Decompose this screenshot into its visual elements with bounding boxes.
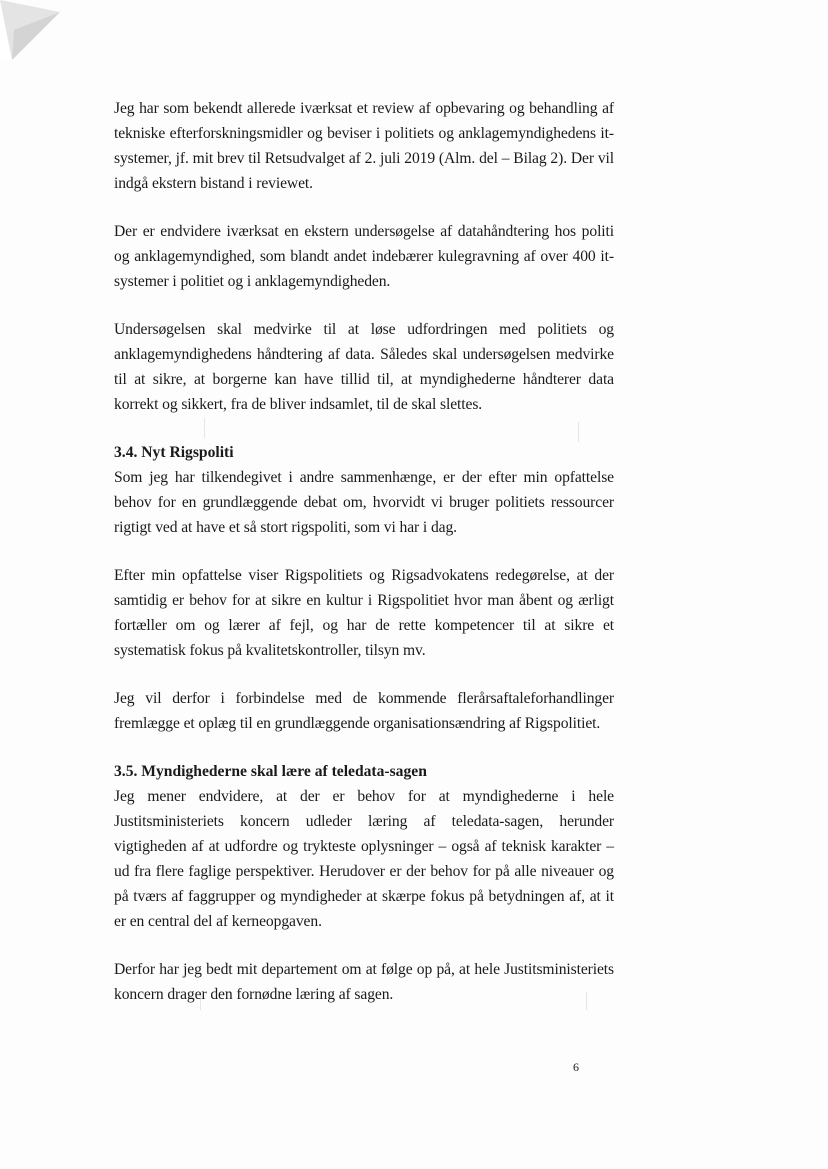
section-heading-3-5: 3.5. Myndighederne skal lære af teledata-sagen — [114, 763, 427, 780]
section-teledata-learning — [114, 759, 614, 1007]
paragraph-rigspoliti-reorganisation: Jeg vil derfor i forbindelse med de kommende flerårsaftaleforhandlinger fremlægge et oplæg til en grundlæggende organisationsændring af Rigspolitiet. — [114, 690, 614, 732]
document-body — [114, 96, 614, 1030]
paragraph-rigspoliti-culture: Efter min opfattelse viser Rigspolitiets og Rigsadvokatens redegørelse, at der samtidig er behov for at sikre en kultur i Rigspolitiet hvor man åbent og ærligt fortæller om og lærer af fejl, og har de rette kompetencer til at sikre et systematisk fokus på kvalitetskontroller, tilsyn mv. — [114, 567, 614, 659]
page-number: 6 — [573, 1060, 579, 1074]
paragraph-rigspoliti-debate: Som jeg har tilkendegivet i andre sammenhænge, er der efter min opfattelse behov for en grundlæggende debat om, hvorvidt vi bruger politiets ressourcer rigtigt ved at have et så stort rigspoliti, som vi har i dag. — [114, 469, 614, 536]
paragraph-review: Jeg har som bekendt allerede iværksat et review af opbevaring og behandling af tekniske efterforskningsmidler og beviser i politiets og anklagemyndighedens it-systemer, jf. mit brev til Retsudvalget af 2. juli 2019 (Alm. del – Bilag 2). Der vil indgå ekstern bistand i reviewet. — [114, 100, 614, 192]
paragraph-external-investigation: Der er endvidere iværksat en ekstern undersøgelse af datahåndtering hos politi og anklagemyndighed, som blandt andet indebærer kulegravning af over 400 it-systemer i politiet og i anklagemyndigheden. — [114, 223, 614, 290]
page-corner-fold — [0, 0, 60, 60]
section-heading-3-4: 3.4. Nyt Rigspoliti — [114, 444, 234, 461]
section-new-rigspoliti — [114, 440, 614, 736]
paragraph-teledata-learning: Jeg mener endvidere, at der er behov for at myndighederne i hele Justitsministeriets koncern udleder læring af teledata-sagen, herunder vigtigheden af at udfordre og trykteste oplysninger – også af teknisk karakter – ud fra flere faglige perspektiver. Herudover er der behov for på alle niveauer og på tværs af faggrupper og myndigheder at skærpe fokus på betydningen af, at it er en central del af kerneopgaven. — [114, 788, 614, 930]
paragraph-department-followup: Derfor har jeg bedt mit departement om at følge op på, at hele Justitsministeriets koncern drager den fornødne læring af sagen. — [114, 961, 614, 1003]
paragraph-investigation-purpose: Undersøgelsen skal medvirke til at løse udfordringen med politiets og anklagemyndighedens håndtering af data. Således skal undersøgelsen medvirke til at sikre, at borgerne kan have tillid til, at myndighederne håndterer data korrekt og sikkert, fra de bliver indsamlet, til de skal slettes. — [114, 321, 614, 413]
